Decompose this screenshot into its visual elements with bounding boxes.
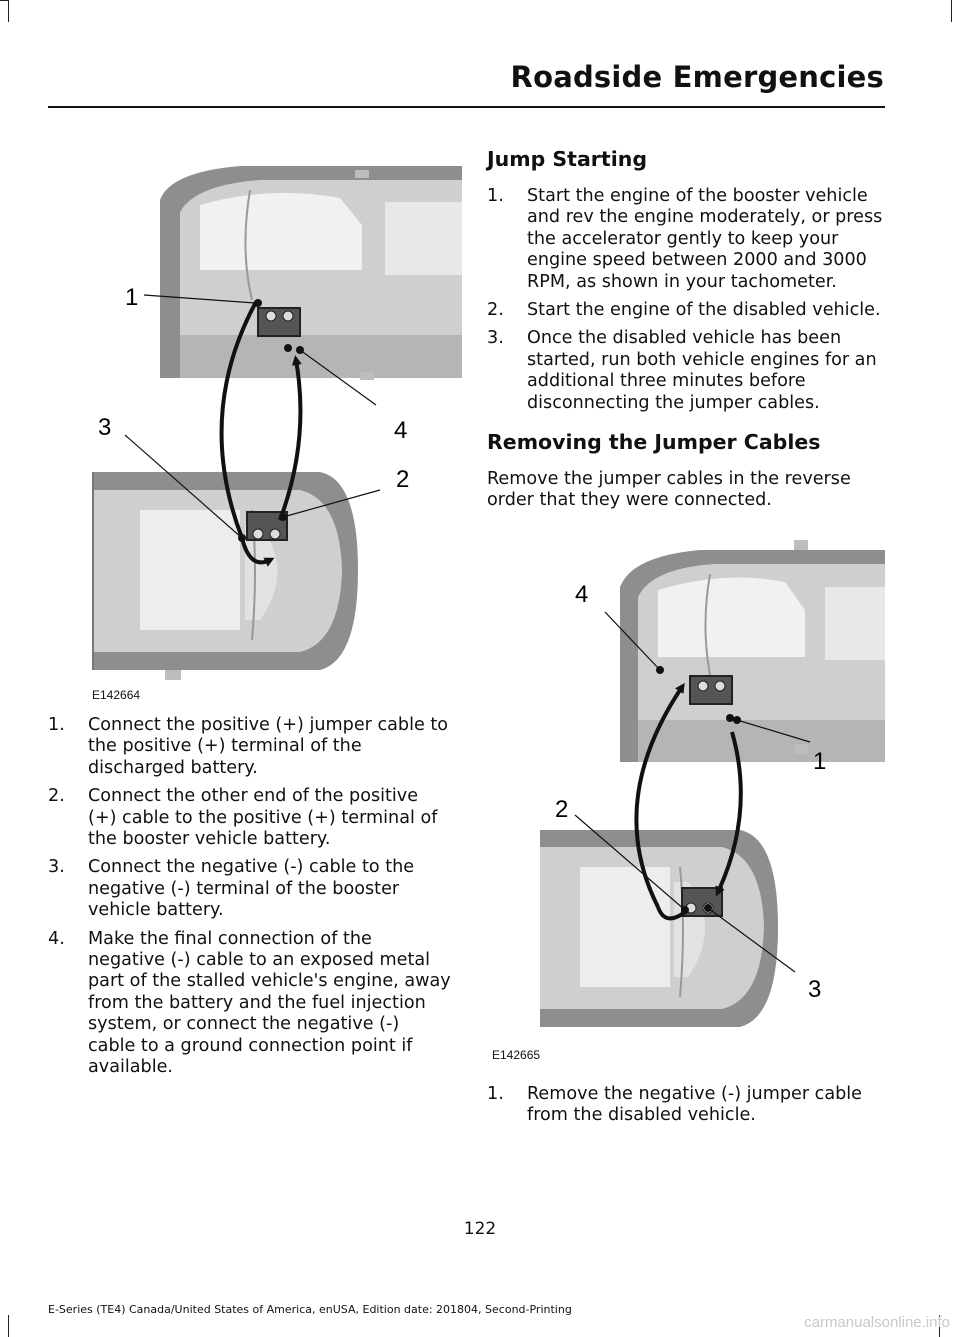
callout-1: 1 [813,748,827,775]
disabled-vehicle [160,166,462,380]
jump-steps-list [487,186,883,421]
list-item: 3. Connect the negative (-) cable to the negative (-) terminal of the booster vehicle battery. [48,857,415,921]
crop-mark [8,1315,9,1337]
crop-mark [8,0,9,22]
header-rule [48,106,885,108]
figure-removing-cables [540,532,885,1042]
figure-connecting-cables [90,150,462,705]
figure-code: E142665 [492,1048,541,1062]
callout-3: 3 [808,976,822,1003]
page-title: Roadside Emergencies [510,60,884,94]
list-item: 4. Make the final connection of the negative (-) cable to an exposed metal part of the stalled vehicle's engine, away from the battery and the fuel injection system, or connect the negative (-) cable to a ground connection point if available. [48,928,451,1078]
list-item: 2. Connect the other end of the positive (+) cable to the positive (+) terminal of the booster vehicle battery. [48,786,438,850]
battery-icon [258,308,300,336]
remove-steps-list [487,1084,883,1134]
section-heading-removing: Removing the Jumper Cables [487,430,821,454]
list-item: 1. Remove the negative (-) jumper cable from the disabled vehicle. [487,1084,862,1126]
callout-4: 4 [394,417,408,444]
callout-2: 2 [555,796,569,823]
footer-text: E-Series (TE4) Canada/United States of America, enUSA, Edition date: 201804, Second-Printing [48,1303,572,1316]
removing-paragraph: Remove the jumper cables in the reverse order that they were connected. [487,469,851,511]
list-item: 2. Start the engine of the disabled vehicle. [487,300,881,321]
jumper-diagram-2 [540,532,885,1042]
jumper-diagram-1 [90,150,462,705]
list-item: 1. Start the engine of the booster vehicle and rev the engine moderately, or press the accelerator gently to keep your engine speed between 2000 and 3000 RPM, as shown in your tachometer. [487,186,883,292]
callout-2: 2 [396,466,410,493]
list-item: 1. Connect the positive (+) jumper cable to the positive (+) terminal of the discharged battery. [48,715,449,778]
connect-steps-list [48,715,452,1086]
watermark: carmanualsonline.info [804,1314,950,1331]
callout-4: 4 [575,581,589,608]
callout-3: 3 [98,414,112,441]
figure-code: E142664 [92,688,141,702]
booster-vehicle [93,472,358,680]
page-number: 122 [463,1219,497,1239]
booster-vehicle [540,830,778,1027]
list-item: 3. Once the disabled vehicle has been started, run both vehicle engines for an additional three minutes before disconnecting the jumper cables. [487,328,877,413]
crop-mark [0,0,8,1]
battery-icon [690,676,732,704]
callout-1: 1 [125,284,139,311]
section-heading-jump-starting: Jump Starting [487,147,647,171]
crop-mark [951,0,952,22]
